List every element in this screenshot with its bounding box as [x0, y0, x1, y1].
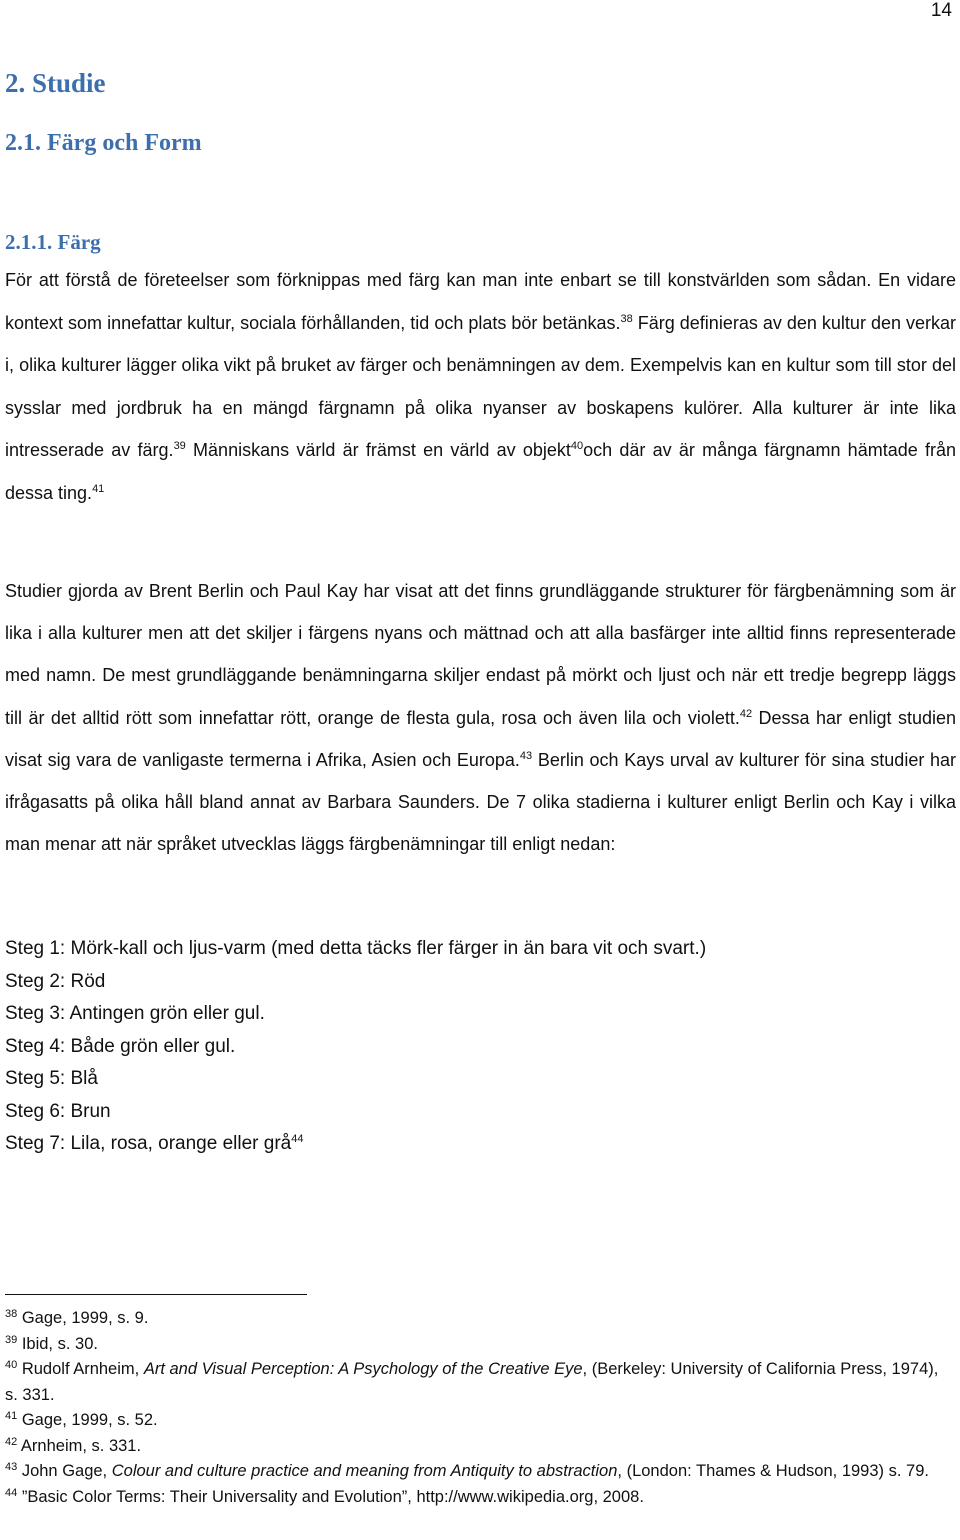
- paragraph-text: Människans värld är främst en värld av objekt: [185, 440, 571, 460]
- footnote-text: Gage, 1999, s. 52.: [17, 1411, 158, 1429]
- footnote-text: , (Berkeley: University of California Press, 1974), s. 331.: [5, 1360, 939, 1404]
- step-item: [5, 998, 706, 1031]
- footnote-ref-44[interactable]: 44: [291, 1133, 304, 1145]
- section-heading: 2.1. Färg och Form: [5, 130, 202, 156]
- footnote-text: , (London: Thames & Hudson, 1993) s. 79.: [617, 1462, 929, 1480]
- footnotes-list: [5, 1306, 945, 1510]
- step-text: Steg 1: Mörk-kall och ljus-varm (med detta täcks fler färger in än bara vit och svart.): [5, 938, 707, 959]
- step-text: Steg 5: Blå: [5, 1068, 98, 1089]
- paragraph-text: Dessa har enligt studien visat sig vara de vanligaste termerna i Afrika, Asien och Europa.: [5, 707, 956, 770]
- footnote-text: John Gage,: [17, 1462, 112, 1480]
- step-text: Steg 3: Antingen grön eller gul.: [5, 1003, 265, 1024]
- footnote-text: Gage, 1999, s. 9.: [17, 1309, 149, 1327]
- step-item: [5, 1063, 706, 1096]
- footnote-39: [5, 1332, 945, 1358]
- step-item: [5, 1031, 706, 1064]
- paragraph-text: Berlin och Kays urval av kulturer för sina studier har ifrågasatts på olika håll bland annat av Barbara Saunders. De 7 olika stadierna i kulturer enligt Berlin och Kay i vilka man menar att när språket utvecklas läggs färgbenämningar till enligt nedan:: [5, 749, 957, 855]
- paragraph-text: Studier gjorda av Brent Berlin och Paul Kay har visat att det finns grundläggande strukturer för färgbenämning som är lika i alla kulturer men att det skiljer i färgens nyans och mättnad och att alla basfärger inte alltid finns representerade med namn. De mest grundläggande benämningarna skiljer endast på mörkt och ljust och när ett tredje begrepp läggs till är det alltid rött som innefattar rött, orange de flesta gula, rosa och även lila och violett.: [5, 581, 956, 728]
- footnote-ref-41[interactable]: 41: [92, 482, 105, 495]
- footnote-44: [5, 1485, 945, 1511]
- footnote-separator: [5, 1294, 307, 1295]
- paragraph-color-culture: [5, 259, 956, 514]
- step-text: Steg 2: Röd: [5, 970, 106, 992]
- footnote-ref-39[interactable]: 39: [173, 440, 186, 452]
- paragraph-text: och där av är många färgnamn hämtade från dessa ting.: [5, 440, 956, 503]
- footnote-ref-40[interactable]: 40: [570, 440, 584, 452]
- footnote-ref-38[interactable]: 38: [620, 312, 633, 325]
- footnote-text: ”Basic Color Terms: Their Universality and Evolution”, http://www.wikipedia.org, 2008.: [17, 1487, 644, 1506]
- step-item: [5, 933, 706, 966]
- footnote-number: 44: [5, 1486, 18, 1499]
- footnote-text: Rudolf Arnheim,: [17, 1360, 144, 1378]
- footnote-number: 41: [5, 1410, 18, 1422]
- step-text: Steg 4: Både grön eller gul.: [5, 1035, 236, 1057]
- footnote-book-title: Colour and culture practice and meaning from Antiquity to abstraction: [111, 1462, 618, 1480]
- footnote-book-title: Art and Visual Perception: A Psychology of the Creative Eye: [143, 1360, 583, 1378]
- footnote-ref-43[interactable]: 43: [519, 749, 533, 762]
- footnote-number: 40: [5, 1359, 18, 1371]
- footnote-41: [5, 1408, 945, 1434]
- step-text: Steg 6: Brun: [5, 1100, 111, 1122]
- subsection-heading: 2.1.1. Färg: [5, 230, 101, 254]
- footnote-ref-42[interactable]: 42: [739, 707, 753, 720]
- paragraph-text: För att förstå de företeelser som förknippas med färg kan man inte enbart se till konstvärlden som sådan. En vidare kontext som innefattar kultur, sociala förhållanden, tid och plats bör betänkas.: [5, 270, 956, 333]
- footnote-38: [5, 1306, 945, 1332]
- footnote-text: Ibid, s. 30.: [17, 1334, 98, 1353]
- page-number: 14: [930, 0, 952, 21]
- footnote-number: 42: [5, 1435, 18, 1448]
- footnote-number: 38: [5, 1308, 18, 1320]
- steps-list: [5, 933, 706, 1161]
- footnote-40: [5, 1357, 945, 1408]
- footnote-42: [5, 1434, 945, 1460]
- step-text: Steg 7: Lila, rosa, orange eller grå: [5, 1133, 292, 1154]
- step-item: [5, 1096, 706, 1129]
- step-item: [5, 966, 706, 999]
- chapter-heading: 2. Studie: [5, 68, 106, 98]
- footnote-text: Arnheim, s. 331.: [17, 1436, 142, 1455]
- step-item: [5, 1128, 706, 1161]
- paragraph-text: Färg definieras av den kultur den verkar i, olika kulturer lägger olika vikt på bruket av färger och benämningen av dem. Exempelvis kan en kultur som till stor del sysslar med jordbruk ha en mängd färgnamn på olika nyanser av boskapens kulörer. Alla kulturer är inte lika intresserade av färg.: [5, 312, 957, 460]
- footnote-43: [5, 1459, 945, 1485]
- paragraph-berlin-kay: [5, 570, 956, 865]
- footnote-number: 43: [5, 1461, 18, 1473]
- footnote-number: 39: [5, 1333, 18, 1346]
